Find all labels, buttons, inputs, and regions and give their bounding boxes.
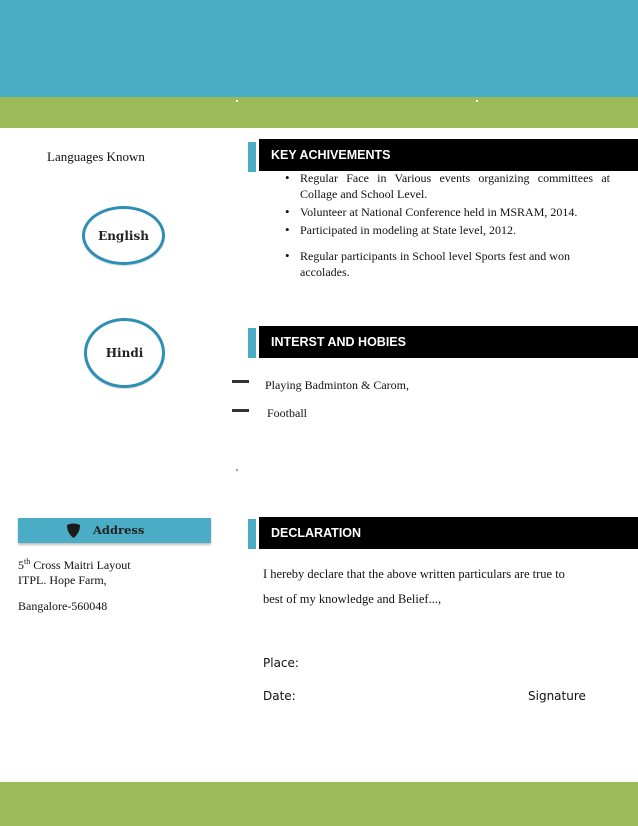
- footer-band: [0, 782, 638, 826]
- language-hindi-circle: Hindi: [84, 318, 165, 388]
- interests-accent: [248, 328, 256, 358]
- signature-label: Signature: [528, 689, 586, 703]
- address-title: Address: [93, 523, 145, 537]
- list-item: • Regular participants in School level Sports fest and won accolades.: [300, 248, 610, 280]
- declaration-heading: DECLARATION: [259, 517, 638, 549]
- address-heading: [18, 518, 211, 543]
- location-pin-icon: [66, 523, 81, 539]
- date-label: Date:: [263, 689, 296, 703]
- dash-icon: [232, 380, 249, 383]
- address-line-3: Bangalore-560048: [18, 599, 108, 613]
- list-item: • Regular Face in Various events organizing committees at Collage and School Level.: [300, 170, 610, 202]
- header-accent-band: [0, 97, 638, 128]
- achievements-heading: KEY ACHIVEMENTS: [259, 139, 638, 171]
- list-item: • Volunteer at National Conference held in MSRAM, 2014.: [300, 204, 610, 220]
- hobby-item: Playing Badminton & Carom,: [265, 378, 409, 392]
- declaration-line-2: best of my knowledge and Belief...,: [263, 592, 442, 606]
- list-item: • Participated in modeling at State level, 2012.: [300, 222, 610, 238]
- dash-icon: [232, 409, 249, 412]
- hobby-item: Football: [267, 406, 308, 420]
- achievements-list: [300, 170, 610, 282]
- address-line-2: ITPL. Hope Farm,: [18, 573, 107, 587]
- achievements-accent: [248, 142, 256, 172]
- band-dot: [476, 100, 478, 102]
- declaration-line-1: I hereby declare that the above written particulars are true to: [263, 567, 565, 581]
- interests-heading: INTERST AND HOBIES: [259, 326, 638, 358]
- header-band: [0, 0, 638, 97]
- language-english-circle: English: [82, 206, 165, 265]
- place-label: Place:: [263, 656, 299, 670]
- band-dot: [236, 100, 238, 102]
- address-line-1: 5th Cross Maitri Layout: [18, 557, 131, 572]
- declaration-accent: [248, 519, 256, 549]
- stray-mark: ': [236, 467, 238, 479]
- languages-title: Languages Known: [47, 149, 145, 164]
